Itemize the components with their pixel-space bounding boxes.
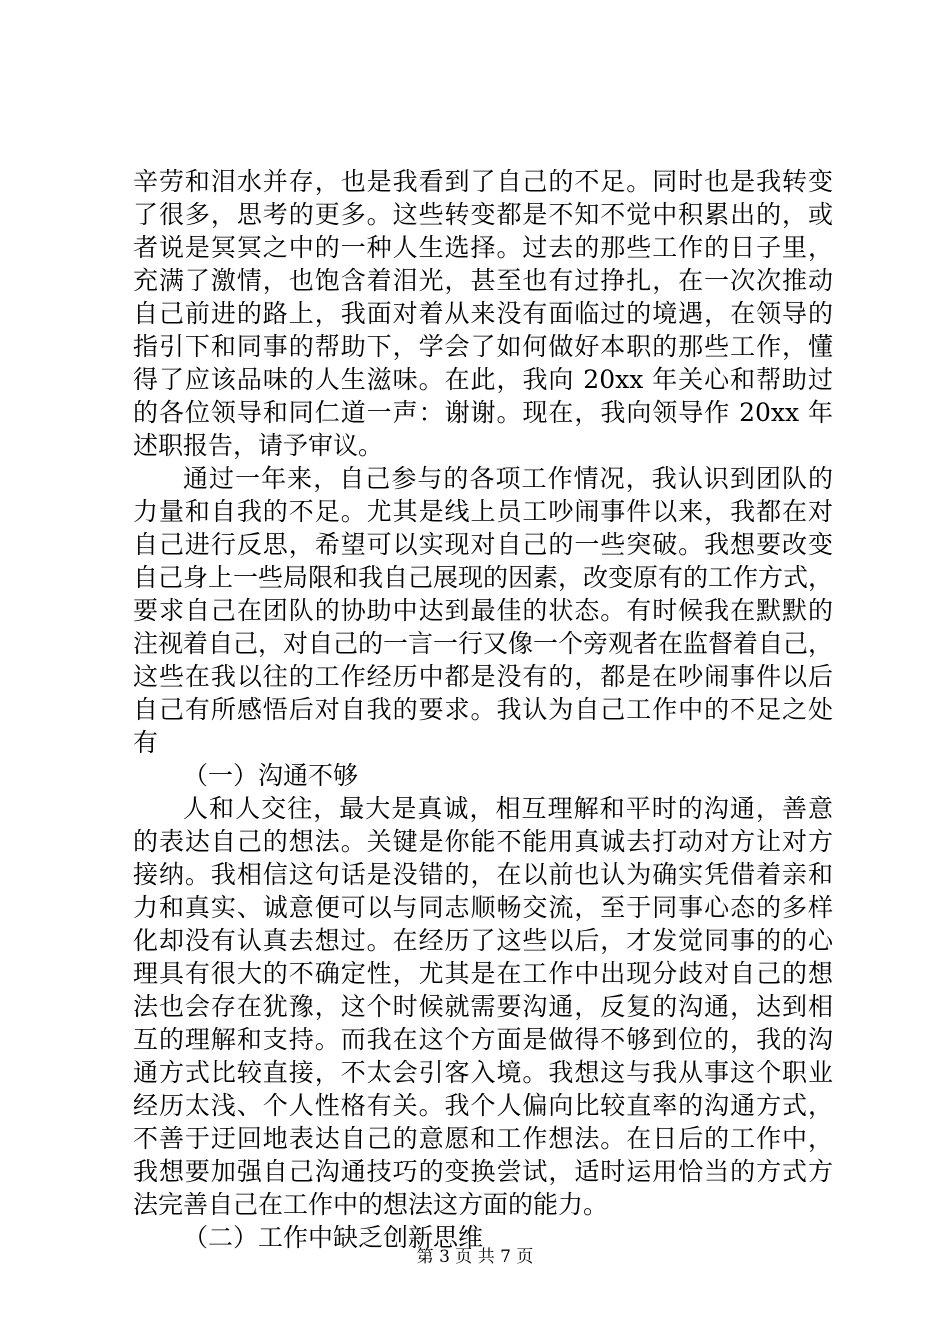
text-line: 通过一年来，自己参与的各项工作情况，我认识到团队的 [183, 464, 833, 493]
text-line: 我想要加强自己沟通技巧的变换尝试，适时运用恰当的方式方 [133, 1157, 833, 1186]
page-number-footer: 第 3 页 共 7 页 [416, 1247, 534, 1267]
text-line: 这些在我以往的工作经历中都是没有的，都是在吵闹事件以后 [133, 662, 833, 691]
text-line: 经历太浅、个人性格有关。我个人偏向比较直率的沟通方式， [133, 1091, 833, 1120]
text-line: 辛劳和泪水并存，也是我看到了自己的不足。同时也是我转变 [133, 167, 833, 196]
text-line: 者说是冥冥之中的一种人生选择。过去的那些工作的日子里， [133, 233, 833, 262]
text-line: 充满了激情，也饱含着泪光，甚至也有过挣扎，在一次次推动 [133, 266, 833, 295]
text-line: 化却没有认真去想过。在经历了这些以后，才发觉同事的的心 [133, 926, 833, 955]
text-line: 不善于迂回地表达自己的意愿和工作想法。在日后的工作中， [133, 1124, 833, 1153]
text-line: 述职报告，请予审议。 [133, 431, 384, 460]
text-line: 人和人交往，最大是真诚，相互理解和平时的沟通，善意 [183, 794, 833, 823]
document-body [133, 165, 833, 1254]
text-line: 要求自己在团队的协助中达到最佳的状态。有时候我在默默的 [133, 596, 833, 625]
text-line: 有 [133, 728, 159, 757]
text-line: 理具有很大的不确定性，尤其是在工作中出现分歧对自己的想 [133, 959, 833, 988]
text-line: 了很多，思考的更多。这些转变都是不知不觉中积累出的，或 [133, 200, 833, 229]
text-line: 注视着自己，对自己的一言一行又像一个旁观者在监督着自己， [133, 629, 833, 658]
text-line: 的各位领导和同仁道一声：谢谢。现在，我向领导作 20xx 年 [133, 398, 833, 427]
text-line: （二）工作中缺乏创新思维 [183, 1223, 484, 1252]
text-line: 力量和自我的不足。尤其是线上员工吵闹事件以来，我都在对 [133, 497, 833, 526]
text-line: 通方式比较直接，不太会引客入境。我想这与我从事这个职业 [133, 1058, 833, 1087]
text-line: 指引下和同事的帮助下，学会了如何做好本职的那些工作，懂 [133, 332, 833, 361]
text-line: 力和真实、诚意便可以与同志顺畅交流，至于同事心态的多样 [133, 893, 833, 922]
text-line: 自己进行反思，希望可以实现对自己的一些突破。我想要改变 [133, 530, 833, 559]
text-line: 法完善自己在工作中的想法这方面的能力。 [133, 1190, 609, 1219]
text-line: （一）沟通不够 [183, 761, 359, 790]
text-line: 接纳。我相信这句话是没错的，在以前也认为确实凭借着亲和 [133, 860, 833, 889]
text-line: 法也会存在犹豫，这个时候就需要沟通，反复的沟通，达到相 [133, 992, 833, 1021]
text-line: 得了应该品味的人生滋味。在此，我向 20xx 年关心和帮助过 [133, 365, 833, 394]
text-line: 的表达自己的想法。关键是你能不能用真诚去打动对方让对方 [133, 827, 833, 856]
text-line: 自己前进的路上，我面对着从来没有面临过的境遇，在领导的 [133, 299, 833, 328]
text-line: 自己有所感悟后对自我的要求。我认为自己工作中的不足之处 [133, 695, 833, 724]
text-line: 自己身上一些局限和我自己展现的因素，改变原有的工作方式， [133, 563, 833, 592]
text-line: 互的理解和支持。而我在这个方面是做得不够到位的，我的沟 [133, 1025, 833, 1054]
